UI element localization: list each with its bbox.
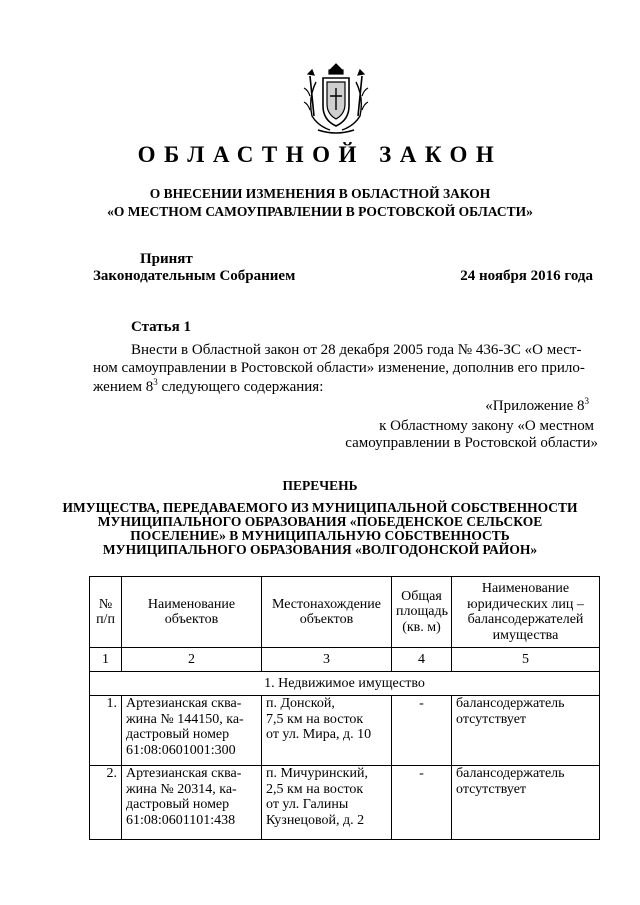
adopted-label: Принят xyxy=(140,251,193,267)
law-subtitle-line-2: «О МЕСТНОМ САМОУПРАВЛЕНИИ В РОСТОВСКОЙ ОБЛАСТИ» xyxy=(107,204,533,219)
adopted-date: 24 ноября 2016 года xyxy=(460,268,593,284)
section-title: 1. Недвижимое имущество xyxy=(90,672,600,696)
header-object-name: Наименование объектов xyxy=(122,577,262,648)
header-balance-holder: Наименование юридических лиц – балансодержателей имущества xyxy=(452,577,600,648)
property-table xyxy=(89,576,600,840)
row-number: 1. xyxy=(90,696,122,766)
appendix-reference-line-2: самоуправлении в Ростовской области» xyxy=(345,435,598,451)
column-number-row xyxy=(90,648,600,672)
law-subtitle-line-1: О ВНЕСЕНИИ ИЗМЕНЕНИЯ В ОБЛАСТНОЙ ЗАКОН xyxy=(149,186,491,201)
list-subtitle-line-2: МУНИЦИПАЛЬНОГО ОБРАЗОВАНИЯ «ПОБЕДЕНСКОЕ СЕЛЬСКОЕ xyxy=(97,514,543,529)
list-subtitle-line-4: МУНИЦИПАЛЬНОГО ОБРАЗОВАНИЯ «ВОЛГОДОНСКОЙ РАЙОН» xyxy=(102,542,538,557)
article-heading: Статья 1 xyxy=(131,319,191,335)
coat-of-arms-emblem xyxy=(296,58,376,138)
law-title: ОБЛАСТНОЙ ЗАКОН xyxy=(137,142,503,167)
column-number: 5 xyxy=(452,648,600,672)
area-cell: - xyxy=(392,766,452,840)
article-text-line-1: Внести в Областной закон от 28 декабря 2005 года № 436-ЗС «О мест- xyxy=(131,342,582,358)
article-text-line-2: ном самоуправлении в Ростовской области» изменение, дополнив его прило- xyxy=(93,360,585,376)
object-name-cell: Артезианская сква- жина № 144150, ка- дастровый номер 61:08:0601001:300 xyxy=(122,696,262,766)
article-text-line-3: жением $8^3$ следующего содержания: xyxy=(93,377,324,395)
table-row xyxy=(90,696,600,766)
adopted-by: Законодательным Собранием xyxy=(93,268,296,284)
column-number: 2 xyxy=(122,648,262,672)
table-row xyxy=(90,766,600,840)
table-header-row xyxy=(90,577,600,648)
appendix-reference-line-1: к Областному закону «О местном xyxy=(379,418,594,434)
header-number: № п/п xyxy=(90,577,122,648)
header-object-location: Местонахождение объектов xyxy=(262,577,392,648)
object-name-cell: Артезианская сква- жина № 20314, ка- дастровый номер 61:08:0601101:438 xyxy=(122,766,262,840)
balance-holder-cell: балансодержатель отсутствует xyxy=(452,766,600,840)
column-number: 4 xyxy=(392,648,452,672)
row-number: 2. xyxy=(90,766,122,840)
list-title: ПЕРЕЧЕНЬ xyxy=(282,478,358,493)
balance-holder-cell: балансодержатель отсутствует xyxy=(452,696,600,766)
column-number: 3 xyxy=(262,648,392,672)
object-location-cell: п. Донской, 7,5 км на восток от ул. Мира, д. 10 xyxy=(262,696,392,766)
list-subtitle-line-1: ИМУЩЕСТВА, ПЕРЕДАВАЕМОГО ИЗ МУНИЦИПАЛЬНОЙ СОБСТВЕННОСТИ xyxy=(62,500,578,515)
object-location-cell: п. Мичуринский, 2,5 км на восток от ул. Галины Кузнецовой, д. 2 xyxy=(262,766,392,840)
header-total-area: Общая площадь (кв. м) xyxy=(392,577,452,648)
area-cell: - xyxy=(392,696,452,766)
section-row xyxy=(90,672,600,696)
appendix-label: «Приложение $8^3$ xyxy=(485,396,589,414)
list-subtitle-line-3: ПОСЕЛЕНИЕ» В МУНИЦИПАЛЬНУЮ СОБСТВЕННОСТЬ xyxy=(130,528,510,543)
column-number: 1 xyxy=(90,648,122,672)
